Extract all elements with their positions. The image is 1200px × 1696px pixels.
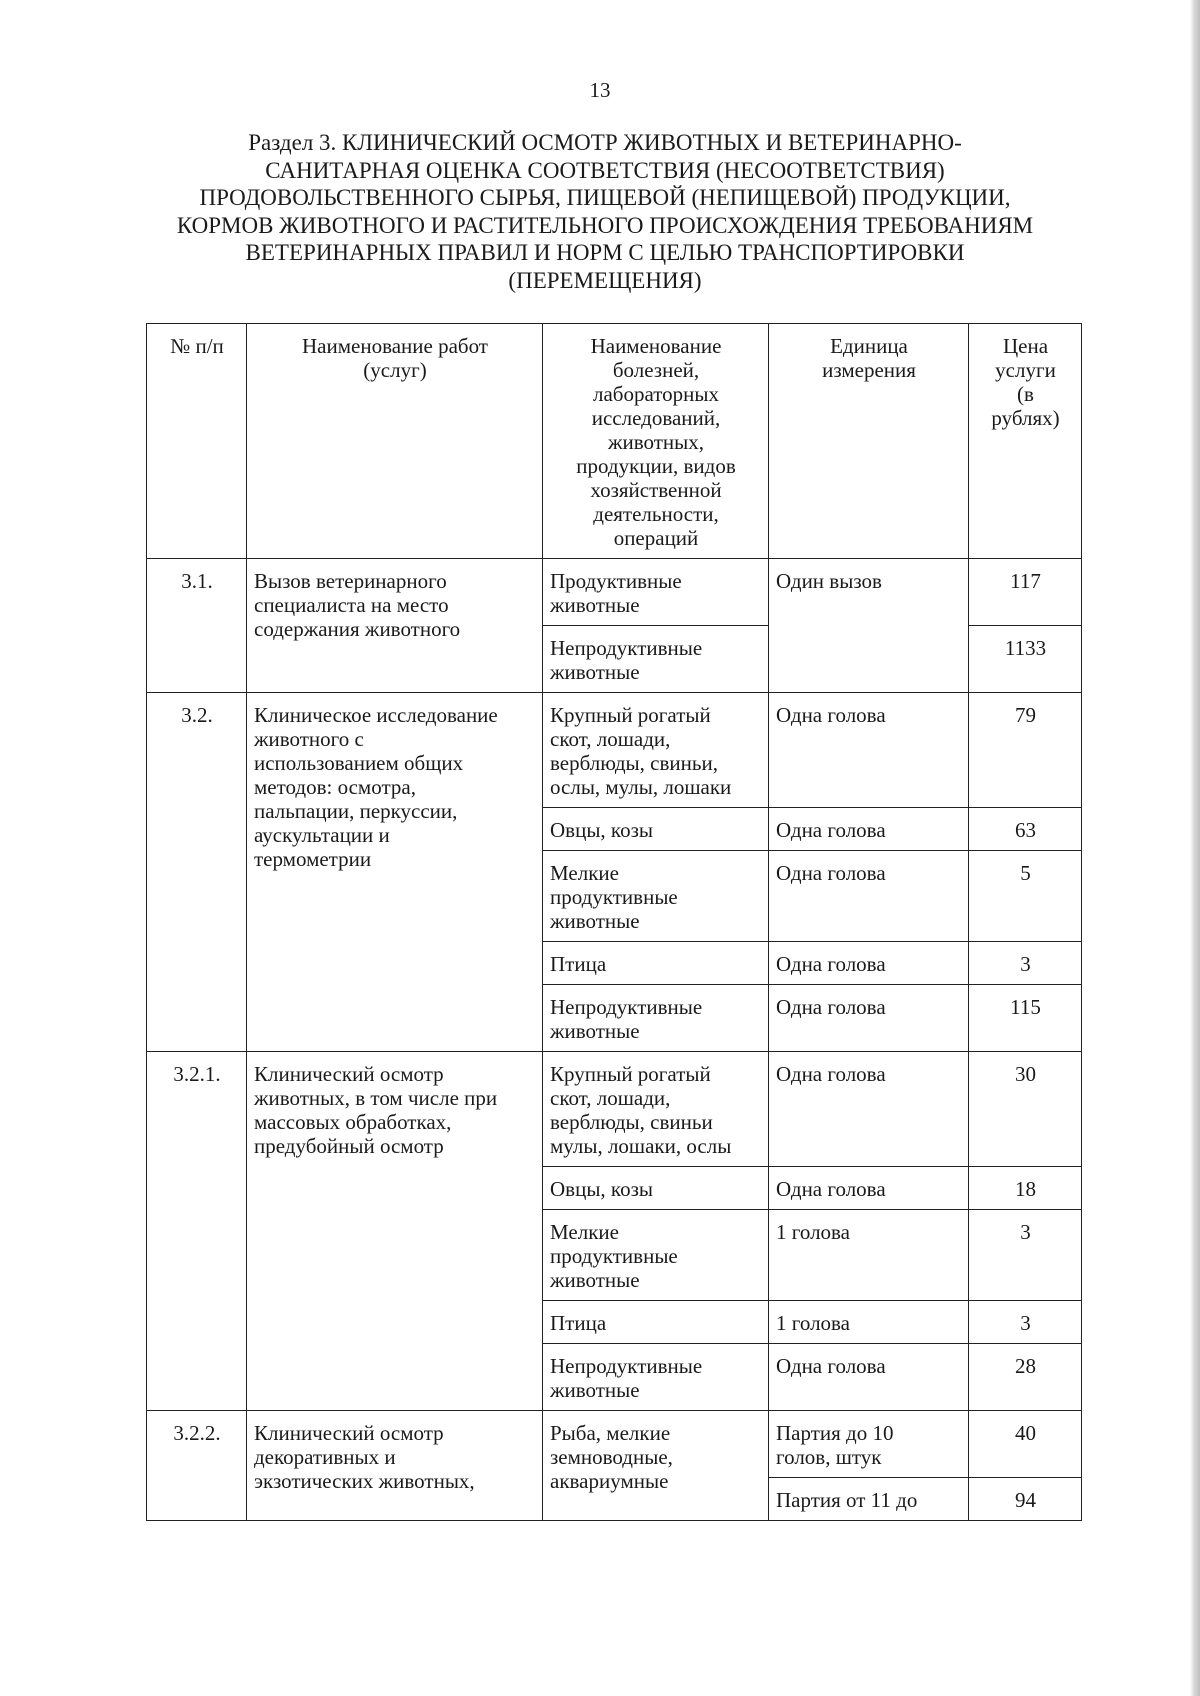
row-number: 3.2. — [147, 693, 247, 1052]
unit-cell: Одна голова — [769, 1052, 969, 1167]
unit-cell: Одна голова — [769, 1344, 969, 1411]
work-name: Клинический осмотр декоративных и экзотических животных, — [247, 1411, 543, 1521]
section-title-line: Раздел 3. КЛИНИЧЕСКИЙ ОСМОТР ЖИВОТНЫХ И ВЕТЕРИНАРНО- — [248, 130, 962, 155]
row-number: 3.2.2. — [147, 1411, 247, 1521]
header-works: Наименование работ (услуг) — [247, 324, 543, 559]
price-table — [146, 323, 1082, 1521]
table-row — [147, 559, 1082, 626]
unit-cell: Одна голова — [769, 942, 969, 985]
price-cell: 115 — [969, 985, 1082, 1052]
row-number: 3.2.1. — [147, 1052, 247, 1411]
row-number: 3.1. — [147, 559, 247, 693]
section-title-line: ВЕТЕРИНАРНЫХ ПРАВИЛ И НОРМ С ЦЕЛЬЮ ТРАНСПОРТИРОВКИ — [245, 240, 965, 265]
unit-cell: Одна голова — [769, 851, 969, 942]
page-number: 13 — [589, 78, 611, 102]
work-name: Клиническое исследование животного с использованием общих методов: осмотра, пальпации, перкуссии, аускультации и термометрии — [247, 693, 543, 1052]
header-items: Наименование болезней, лабораторных исследований, животных, продукции, видов хозяйственной деятельности, операций — [543, 324, 769, 559]
price-cell: 1133 — [969, 626, 1082, 693]
item-name: Продуктивные животные — [543, 559, 769, 626]
table-row — [147, 693, 1082, 808]
item-name: Крупный рогатый скот, лошади, верблюды, свиньи мулы, лошаки, ослы — [543, 1052, 769, 1167]
section-title-line: КОРМОВ ЖИВОТНОГО И РАСТИТЕЛЬНОГО ПРОИСХОЖДЕНИЯ ТРЕБОВАНИЯМ — [176, 212, 1034, 238]
item-name: Непродуктивные животные — [543, 626, 769, 693]
table-row — [147, 1052, 1082, 1167]
price-cell: 28 — [969, 1344, 1082, 1411]
price-cell: 63 — [969, 808, 1082, 851]
price-cell: 79 — [969, 693, 1082, 808]
unit-cell: Один вызов — [769, 559, 969, 693]
price-cell: 3 — [969, 942, 1082, 985]
item-name: Птица — [543, 942, 769, 985]
section-title-line: ПРОДОВОЛЬСТВЕННОГО СЫРЬЯ, ПИЩЕВОЙ (НЕПИЩЕВОЙ) ПРОДУКЦИИ, — [199, 185, 1011, 210]
price-cell: 40 — [969, 1411, 1082, 1478]
unit-cell: 1 голова — [769, 1301, 969, 1344]
section-title — [130, 129, 1080, 294]
item-name: Мелкие продуктивные животные — [543, 851, 769, 942]
work-name: Вызов ветеринарного специалиста на место содержания животного — [247, 559, 543, 693]
item-name: Птица — [543, 1301, 769, 1344]
item-name: Крупный рогатый скот, лошади, верблюды, свиньи, ослы, мулы, лошаки — [543, 693, 769, 808]
price-cell: 3 — [969, 1301, 1082, 1344]
page-edge-shadow — [1190, 0, 1200, 1696]
table-header-row — [147, 324, 1082, 559]
section-title-line: (ПЕРЕМЕЩЕНИЯ) — [508, 267, 702, 293]
work-name: Клинический осмотр животных, в том числе при массовых обработках, предубойный осмотр — [247, 1052, 543, 1411]
unit-cell: Одна голова — [769, 1167, 969, 1210]
section-title-line: САНИТАРНАЯ ОЦЕНКА СООТВЕТСТВИЯ (НЕСООТВЕТСТВИЯ) — [265, 157, 945, 183]
item-name: Овцы, козы — [543, 1167, 769, 1210]
table-row — [147, 1411, 1082, 1478]
unit-cell: 1 голова — [769, 1210, 969, 1301]
item-name: Рыба, мелкие земноводные, аквариумные — [543, 1411, 769, 1521]
header-unit: Единица измерения — [769, 324, 969, 559]
price-cell: 18 — [969, 1167, 1082, 1210]
unit-cell: Одна голова — [769, 808, 969, 851]
price-cell: 3 — [969, 1210, 1082, 1301]
item-name: Непродуктивные животные — [543, 1344, 769, 1411]
price-cell: 30 — [969, 1052, 1082, 1167]
unit-cell: Одна голова — [769, 693, 969, 808]
item-name: Овцы, козы — [543, 808, 769, 851]
price-cell: 94 — [969, 1478, 1082, 1521]
unit-cell: Партия от 11 до — [769, 1478, 969, 1521]
price-cell: 5 — [969, 851, 1082, 942]
header-num: № п/п — [147, 324, 247, 559]
header-price: Цена услуги (в рублях) — [969, 324, 1082, 559]
unit-cell: Одна голова — [769, 985, 969, 1052]
item-name: Мелкие продуктивные животные — [543, 1210, 769, 1301]
price-cell: 117 — [969, 559, 1082, 626]
unit-cell: Партия до 10 голов, штук — [769, 1411, 969, 1478]
item-name: Непродуктивные животные — [543, 985, 769, 1052]
